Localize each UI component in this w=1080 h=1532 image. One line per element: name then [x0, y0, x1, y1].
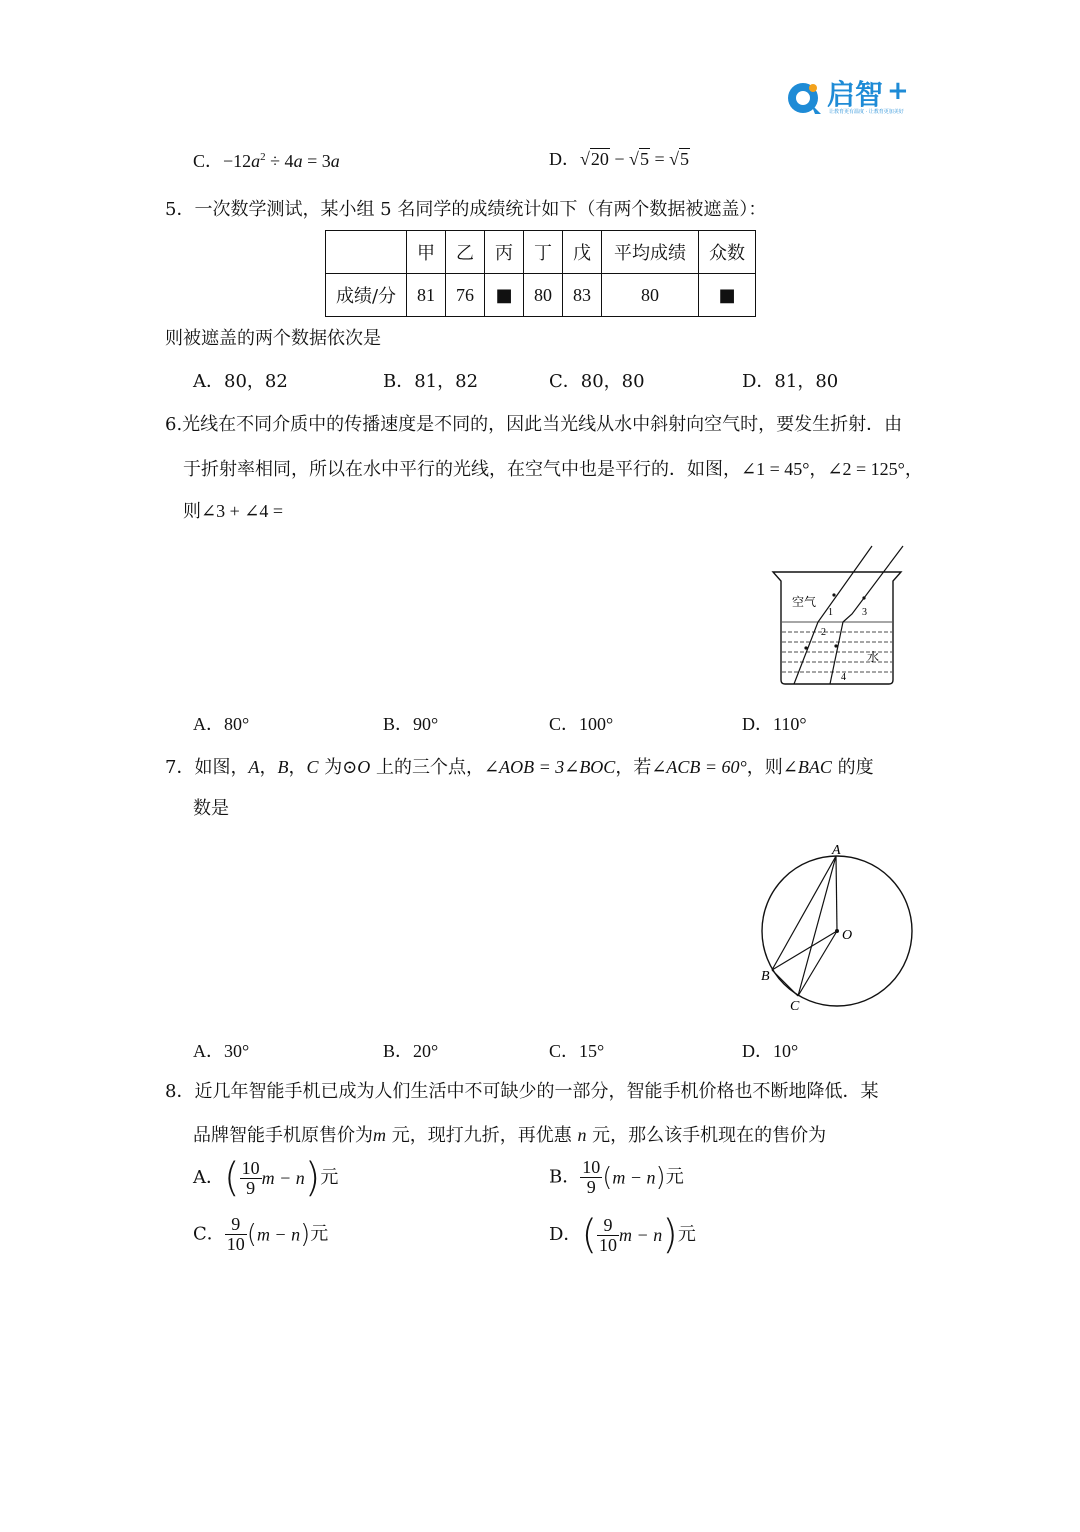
angle-2-label: 2	[821, 627, 826, 638]
q8-option-a: A．( $\frac{10}{9}$ m − n)元	[193, 1155, 339, 1201]
q7-line-2: 数是	[193, 798, 229, 819]
angle-4-label: 4	[841, 672, 846, 683]
logo-plus: +	[887, 76, 909, 106]
table-header-cell: 丙	[485, 231, 524, 274]
q6-option-b: B．90°	[383, 714, 439, 734]
point-b-label: B	[761, 969, 770, 984]
q4-option-d: D．√20 − √5 = √5	[549, 149, 689, 169]
point-c-label: C	[790, 999, 800, 1014]
logo	[785, 76, 925, 120]
q8-option-b: B． $\frac{10}{9}$ (m − n)元	[549, 1157, 684, 1197]
q6-line-2: 于折射率相同，所以在水中平行的光线，在空气中也是平行的．如图，∠1 = 45°，∠2 = 125°，	[183, 459, 923, 480]
table-header-cell	[326, 231, 407, 274]
score-table-row	[326, 274, 756, 317]
logo-tagline: 让教育更有温度 · 让教育更加美好	[829, 109, 904, 115]
q6-line-3: 则∠3 + ∠4 =	[183, 501, 283, 521]
logo-text: 启智	[827, 78, 884, 111]
q7-option-b: B．20°	[383, 1041, 439, 1061]
water-label: 水	[867, 650, 880, 664]
table-cell: 76	[446, 274, 485, 317]
q6-option-d: D．110°	[742, 714, 807, 734]
table-header-cell: 丁	[524, 231, 563, 274]
q5-option-d: D．81，80	[742, 371, 839, 392]
q5-option-b: B．81，82	[383, 371, 479, 392]
table-cell: 成绩/分	[326, 274, 407, 317]
circle-figure	[750, 840, 920, 1020]
table-header-cell: 平均成绩	[602, 231, 699, 274]
q8-option-d: D．( $\frac{9}{10}$ m − n)元	[549, 1212, 696, 1258]
score-table	[325, 230, 756, 317]
point-a-label: A	[832, 843, 841, 858]
table-cell-masked: ■	[699, 274, 756, 317]
q6-option-c: C．100°	[549, 714, 614, 734]
q5-option-a: A．80，82	[193, 371, 288, 392]
table-header-cell: 乙	[446, 231, 485, 274]
table-cell-masked: ■	[485, 274, 524, 317]
point-o-label: O	[842, 928, 853, 943]
score-table-header-row	[326, 231, 756, 274]
air-label: 空气	[792, 595, 817, 609]
q7-option-c: C．15°	[549, 1041, 605, 1061]
table-cell: 81	[407, 274, 446, 317]
refraction-figure	[760, 540, 910, 690]
logo-mark-icon	[785, 78, 825, 118]
q8-line-2: 品牌智能手机原售价为m 元，现打九折，再优惠 n 元，那么该手机现在的售价为	[193, 1125, 827, 1146]
q7-option-a: A．30°	[193, 1041, 250, 1061]
table-header-cell: 戊	[563, 231, 602, 274]
q6-line-1: 6.光线在不同介质中的传播速度是不同的，因此当光线从水中斜射向空气时，要发生折射．由	[165, 414, 903, 435]
q5-stem: 5．一次数学测试，某小组 5 名同学的成绩统计如下（有两个数据被遮盖）：	[165, 199, 767, 220]
q5-option-c: C．80，80	[549, 371, 645, 392]
angle-3-label: 3	[862, 607, 867, 618]
angle-1-label: 1	[828, 607, 833, 618]
q7-option-d: D．10°	[742, 1041, 799, 1061]
q4-option-c: C．$-12a^2 \div 4a = 3a$	[193, 151, 340, 171]
table-cell: 80	[602, 274, 699, 317]
q8-option-c: C． $\frac{9}{10}$ (m − n)元	[193, 1214, 329, 1254]
q8-line-1: 8．近几年智能手机已成为人们生活中不可缺少的一部分，智能手机价格也不断地降低．某	[165, 1081, 879, 1102]
table-cell: 83	[563, 274, 602, 317]
table-header-cell: 众数	[699, 231, 756, 274]
table-cell: 80	[524, 274, 563, 317]
q6-option-a: A．80°	[193, 714, 250, 734]
q5-question: 则被遮盖的两个数据依次是	[165, 328, 381, 349]
q7-line-1: 7．如图，A，B，C 为⊙O 上的三个点，∠AOB = 3∠BOC，若∠ACB = 60°，则∠BAC 的度	[165, 757, 874, 778]
table-header-cell: 甲	[407, 231, 446, 274]
